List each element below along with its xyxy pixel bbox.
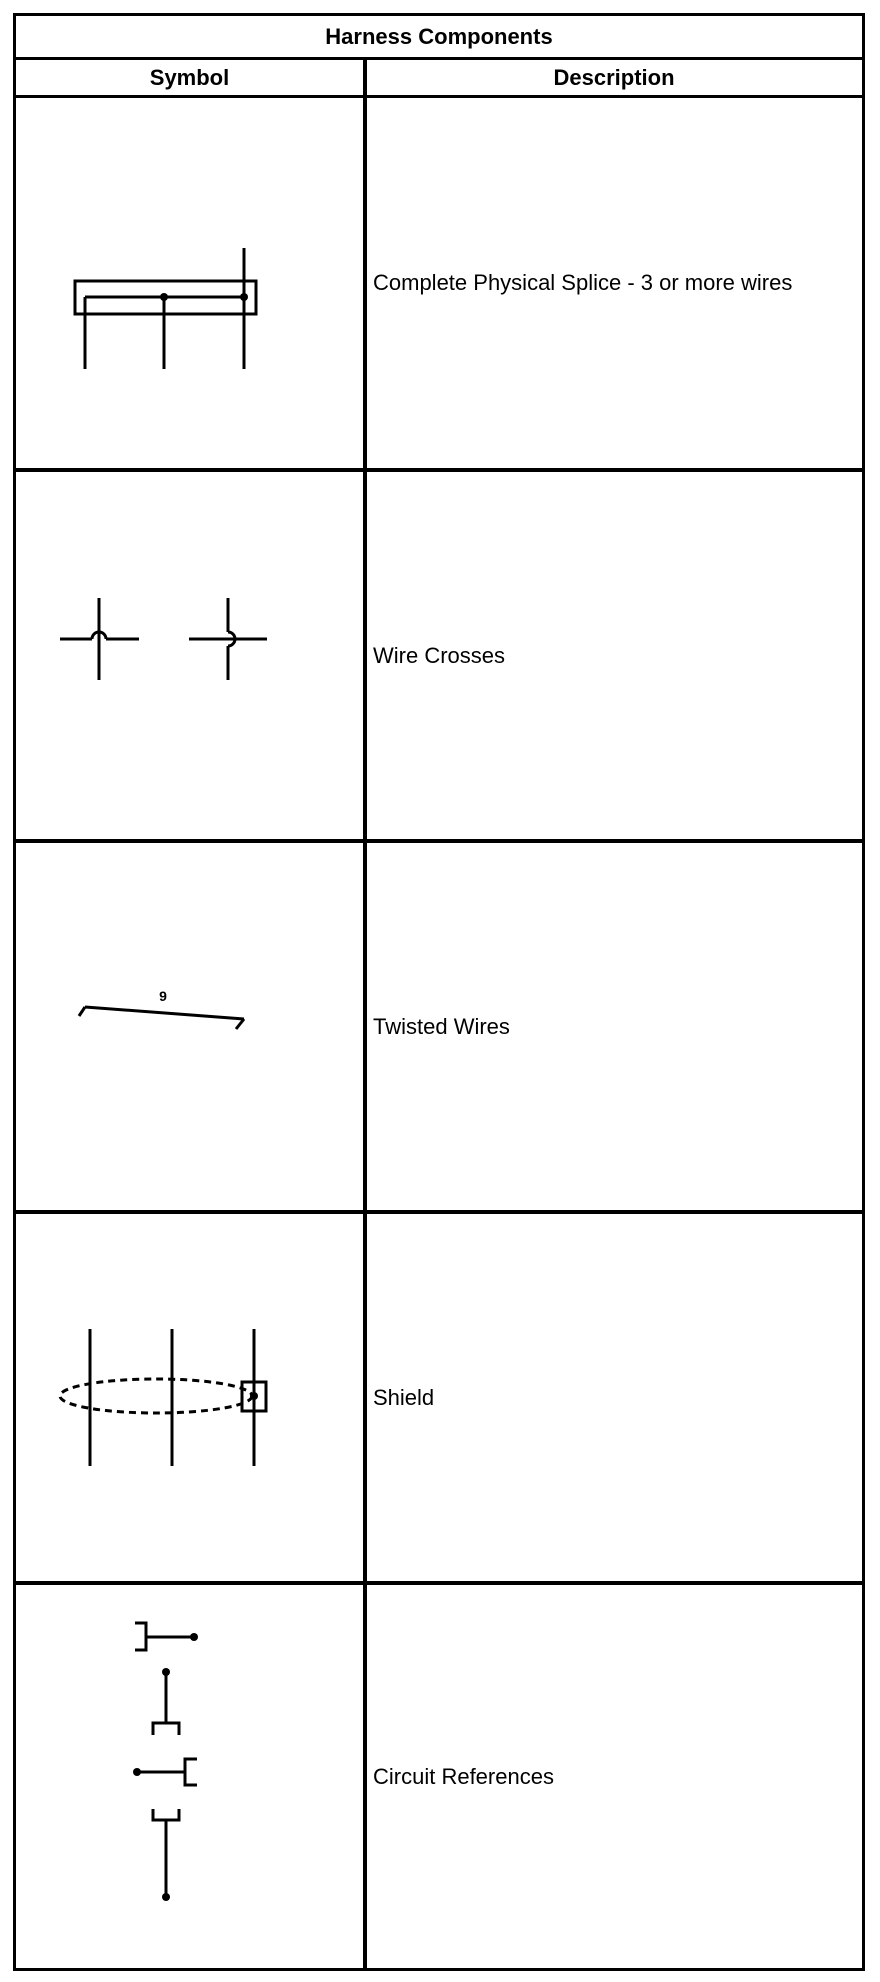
wire-cross-icon (16, 472, 363, 839)
description-column-header: Description (366, 60, 862, 98)
symbol-column-header: Symbol (16, 60, 363, 98)
description-cell: Twisted Wires (373, 1013, 510, 1039)
description-cell: Wire Crosses (373, 642, 506, 668)
symbol-cell (16, 472, 363, 839)
symbol-cell (16, 843, 363, 1210)
table-title: Harness Components (16, 16, 862, 60)
symbol-cell (16, 1214, 363, 1581)
table-row (16, 98, 862, 468)
harness-components-table (13, 13, 865, 1971)
description-cell: Circuit References (373, 1763, 554, 1789)
table-row (16, 843, 862, 1210)
shield-icon (16, 1214, 363, 1581)
symbol-cell (16, 98, 363, 468)
table-row (16, 472, 862, 839)
symbol-cell (16, 1585, 363, 1968)
description-cell: Complete Physical Splice - 3 or more wires (373, 270, 793, 295)
twist-count-label: 9 (159, 988, 167, 1004)
table-row (16, 1214, 862, 1581)
table-row (16, 1585, 862, 1968)
circuit-reference-icon (16, 1585, 363, 1968)
splice-icon (16, 98, 363, 468)
twisted-wires-icon (16, 843, 363, 1210)
description-cell: Shield (373, 1384, 435, 1410)
